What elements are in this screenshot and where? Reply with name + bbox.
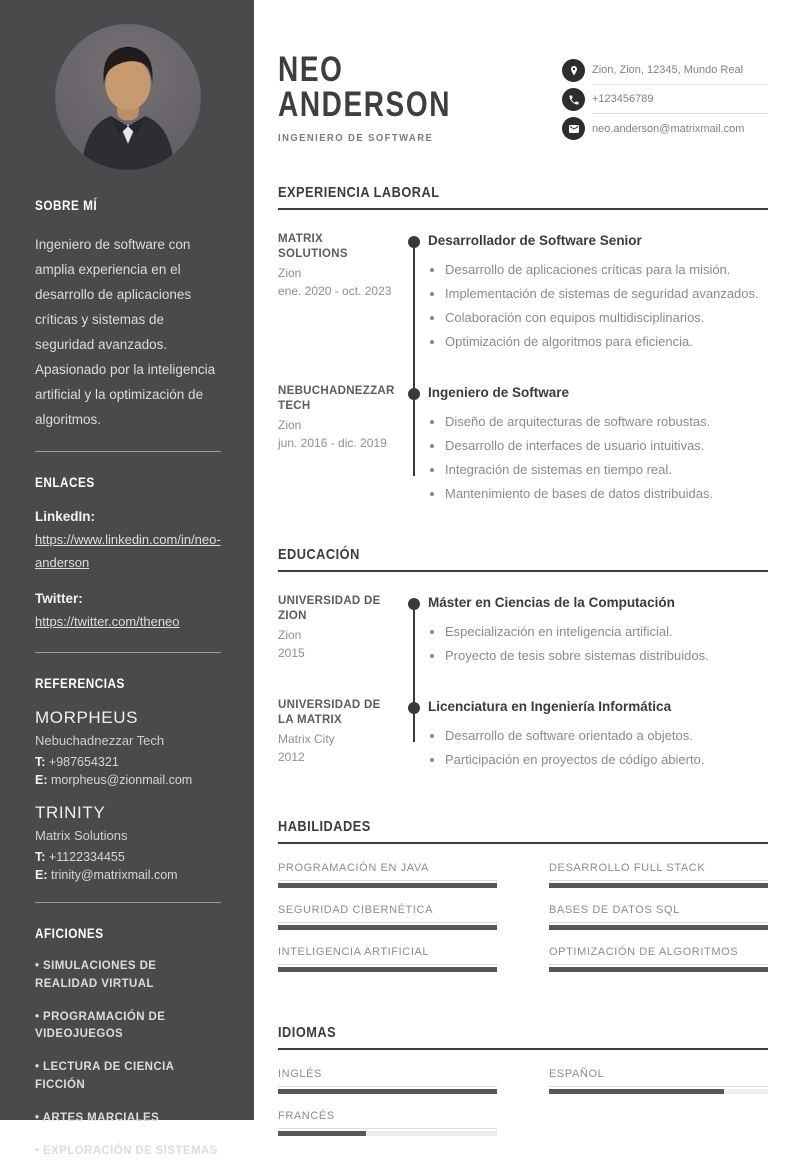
about-heading: SOBRE MÍ xyxy=(35,197,98,213)
section-rule xyxy=(278,842,768,844)
section-rule xyxy=(278,208,768,210)
company-location: Zion xyxy=(278,266,302,280)
bullet-item: • Integración de sistemas en tiempo real. xyxy=(445,461,768,478)
skill-item xyxy=(549,946,768,972)
email-value: trinity@matrixmail.com xyxy=(50,868,178,882)
skill-bar xyxy=(549,967,768,972)
language-label: FRANCÉS xyxy=(278,1110,497,1129)
about-text: Ingeniero de software con amplia experiencia en el desarrollo de aplicaciones críticas y sistemas de seguridad avanzados. Apasionado por la inteligencia artificial y la optimización de algoritmos. xyxy=(35,237,216,427)
skill-label: OPTIMIZACIÓN DE ALGORITMOS xyxy=(549,946,768,965)
skill-label: DESARROLLO FULL STACK xyxy=(549,862,768,881)
links-heading: ENLACES xyxy=(35,474,95,490)
header xyxy=(278,52,768,146)
timeline-line xyxy=(413,240,415,384)
reference-item xyxy=(35,803,221,883)
phone-value: +987654321 xyxy=(48,755,119,769)
hobby-item: • LECTURA DE CIENCIA FICCIÓN xyxy=(35,1059,221,1095)
reference-phone xyxy=(35,754,221,770)
timeline-dot xyxy=(408,236,420,248)
bullet-item: • Colaboración con equipos multidisciplinarios. xyxy=(445,309,768,326)
language-bar xyxy=(549,1089,768,1094)
sidebar-divider xyxy=(35,652,221,653)
sidebar-section-about xyxy=(35,195,221,432)
section-skills xyxy=(278,818,768,972)
experience-entry xyxy=(278,384,768,502)
section-rule xyxy=(278,570,768,572)
reference-email xyxy=(35,772,221,788)
experience-entry xyxy=(278,232,768,384)
job-title: Ingeniero de Software xyxy=(428,385,570,400)
bullet-item: • Implementación de sistemas de seguridad avanzados. xyxy=(445,285,768,302)
skill-label: INTELIGENCIA ARTIFICIAL xyxy=(278,946,497,965)
entry-dates: jun. 2016 - dic. 2019 xyxy=(278,436,387,450)
entry-meta xyxy=(278,698,400,768)
reference-phone xyxy=(35,849,221,865)
language-bar-fill xyxy=(278,1131,366,1136)
reference-company: Matrix Solutions xyxy=(35,828,128,843)
entry-content xyxy=(428,384,768,502)
sidebar-section-hobbies xyxy=(35,923,221,1161)
entry-meta xyxy=(278,594,400,698)
language-item xyxy=(278,1110,497,1136)
entry-dates: ene. 2020 - oct. 2023 xyxy=(278,284,392,298)
timeline-dot xyxy=(408,702,420,714)
skills-grid xyxy=(278,862,768,972)
reference-name: TRINITY xyxy=(35,803,106,822)
skill-bar-fill xyxy=(278,967,497,972)
skill-bar xyxy=(278,967,497,972)
section-rule xyxy=(278,1048,768,1050)
skill-bar xyxy=(549,883,768,888)
entry-bullets xyxy=(428,261,768,350)
entry-meta xyxy=(278,232,400,384)
email-label: E: xyxy=(35,773,48,787)
school-location: Matrix City xyxy=(278,732,335,746)
main-content xyxy=(254,0,794,1120)
degree-title: Máster en Ciencias de la Computación xyxy=(428,595,675,610)
skills-heading: HABILIDADES xyxy=(278,818,371,835)
link-item-twitter xyxy=(35,588,221,633)
contact-block xyxy=(562,56,768,146)
contact-location: Zion, Zion, 12345, Mundo Real xyxy=(592,64,744,76)
section-languages xyxy=(278,1024,768,1136)
entry-content xyxy=(428,594,768,698)
language-item xyxy=(278,1068,497,1094)
education-heading: EDUCACIÓN xyxy=(278,546,360,563)
twitter-link[interactable]: https://twitter.com/theneo xyxy=(35,614,180,629)
language-label: INGLÉS xyxy=(278,1068,497,1087)
link-label: LinkedIn: xyxy=(35,509,95,524)
school-name: UNIVERSIDAD DE LA MATRIX xyxy=(278,699,381,726)
hobby-item: • PROGRAMACIÓN DE VIDEOJUEGOS xyxy=(35,1009,221,1045)
skill-label: BASES DE DATOS SQL xyxy=(549,904,768,923)
email-value: morpheus@zionmail.com xyxy=(50,773,193,787)
sidebar-divider xyxy=(35,902,221,903)
timeline xyxy=(400,594,428,698)
phone-icon xyxy=(562,88,585,111)
entry-bullets xyxy=(428,413,768,502)
skill-bar xyxy=(278,883,497,888)
skill-bar-fill xyxy=(549,967,768,972)
timeline-line xyxy=(413,602,415,698)
section-experience xyxy=(278,184,768,502)
bullet-item: • Diseño de arquitecturas de software robustas. xyxy=(445,413,768,430)
entry-content xyxy=(428,698,768,768)
school-name: UNIVERSIDAD DE ZION xyxy=(278,595,381,622)
skill-item xyxy=(278,904,497,930)
education-entries xyxy=(278,594,768,768)
skill-bar-fill xyxy=(278,925,497,930)
job-title: Desarrollador de Software Senior xyxy=(428,233,642,248)
page-title xyxy=(278,52,494,122)
entry-dates: 2015 xyxy=(278,646,305,660)
company-name: NEBUCHADNEZZAR TECH xyxy=(278,385,395,412)
entry-dates: 2012 xyxy=(278,750,305,764)
skill-item xyxy=(278,862,497,888)
degree-title: Licenciatura en Ingeniería Informática xyxy=(428,699,672,714)
linkedin-link[interactable]: https://www.linkedin.com/in/neo-anderson xyxy=(35,532,221,570)
experience-heading: EXPERIENCIA LABORAL xyxy=(278,184,440,201)
skill-label: PROGRAMACIÓN EN JAVA xyxy=(278,862,497,881)
sidebar xyxy=(0,0,254,1157)
timeline xyxy=(400,698,428,768)
sidebar-section-references xyxy=(35,673,221,883)
link-label: Twitter: xyxy=(35,591,83,606)
profile-photo-wrap xyxy=(35,24,221,175)
first-name: NEO xyxy=(278,50,344,89)
reference-item xyxy=(35,708,221,788)
location-icon xyxy=(562,59,585,82)
bullet-item: • Desarrollo de software orientado a objetos. xyxy=(445,727,768,744)
skill-bar xyxy=(549,925,768,930)
link-item-linkedin xyxy=(35,506,221,574)
contact-phone: +123456789 xyxy=(592,93,654,105)
bullet-item: • Mantenimiento de bases de datos distribuidas. xyxy=(445,485,768,502)
contact-row-email xyxy=(562,114,768,143)
hobby-item: • SIMULACIONES DE REALIDAD VIRTUAL xyxy=(35,958,221,994)
reference-name: MORPHEUS xyxy=(35,708,139,727)
last-name: ANDERSON xyxy=(278,85,452,124)
language-bar-fill xyxy=(549,1089,724,1094)
profile-photo xyxy=(55,24,201,170)
language-bar-fill xyxy=(278,1089,497,1094)
language-item xyxy=(549,1068,768,1094)
skill-item xyxy=(549,904,768,930)
entry-bullets xyxy=(428,727,768,768)
references-heading: REFERENCIAS xyxy=(35,675,125,691)
company-location: Zion xyxy=(278,418,302,432)
sidebar-divider xyxy=(35,451,221,452)
bullet-item: • Participación en proyectos de código abierto. xyxy=(445,751,768,768)
hobbies-heading: AFICIONES xyxy=(35,925,104,941)
timeline-dot xyxy=(408,388,420,400)
contact-row-location xyxy=(562,56,768,85)
entry-content xyxy=(428,232,768,384)
timeline xyxy=(400,232,428,384)
timeline-dot xyxy=(408,598,420,610)
entry-meta xyxy=(278,384,400,502)
phone-value: +1122334455 xyxy=(48,850,125,864)
name-block xyxy=(278,52,494,146)
bullet-item: • Desarrollo de aplicaciones críticas para la misión. xyxy=(445,261,768,278)
skill-bar-fill xyxy=(549,925,768,930)
bullet-item: • Proyecto de tesis sobre sistemas distribuidos. xyxy=(445,647,768,664)
experience-entries xyxy=(278,232,768,502)
entry-bullets xyxy=(428,623,768,664)
sidebar-section-links xyxy=(35,472,221,633)
language-bar xyxy=(278,1131,497,1136)
skill-item xyxy=(278,946,497,972)
timeline xyxy=(400,384,428,502)
bullet-item: • Especialización en inteligencia artificial. xyxy=(445,623,768,640)
skill-label: SEGURIDAD CIBERNÉTICA xyxy=(278,904,497,923)
reference-email xyxy=(35,867,221,883)
job-role: INGENIERO DE SOFTWARE xyxy=(278,132,434,144)
education-entry xyxy=(278,698,768,768)
languages-grid xyxy=(278,1068,768,1136)
language-label: ESPAÑOL xyxy=(549,1068,768,1087)
education-entry xyxy=(278,594,768,698)
phone-label: T: xyxy=(35,850,46,864)
school-location: Zion xyxy=(278,628,302,642)
section-education xyxy=(278,546,768,768)
skill-item xyxy=(549,862,768,888)
skill-bar-fill xyxy=(549,883,768,888)
bullet-item: • Optimización de algoritmos para eficiencia. xyxy=(445,333,768,350)
email-icon xyxy=(562,117,585,140)
bullet-item: • Desarrollo de interfaces de usuario intuitivas. xyxy=(445,437,768,454)
languages-heading: IDIOMAS xyxy=(278,1024,337,1041)
hobby-item: • EXPLORACIÓN DE SISTEMAS xyxy=(35,1143,221,1161)
reference-company: Nebuchadnezzar Tech xyxy=(35,733,165,748)
skill-bar xyxy=(278,925,497,930)
contact-row-phone xyxy=(562,85,768,114)
skill-bar-fill xyxy=(278,883,497,888)
email-label: E: xyxy=(35,868,48,882)
language-bar xyxy=(278,1089,497,1094)
contact-email: neo.anderson@matrixmail.com xyxy=(592,122,745,135)
hobby-item: • ARTES MARCIALES xyxy=(35,1110,221,1128)
company-name: MATRIX SOLUTIONS xyxy=(278,233,348,260)
phone-label: T: xyxy=(35,755,46,769)
